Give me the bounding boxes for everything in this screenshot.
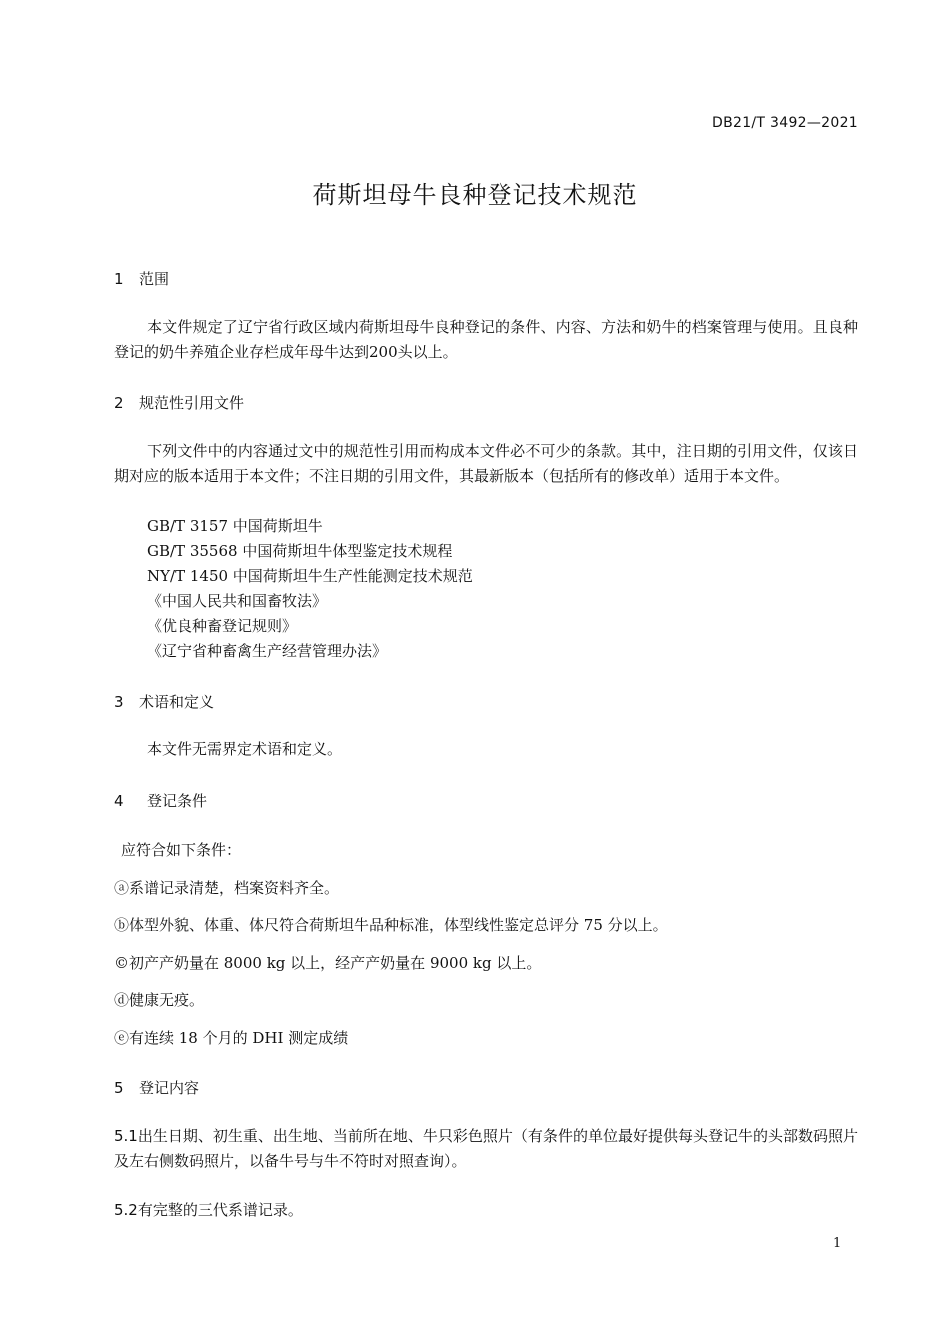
reference-item: NY/T 1450 中国荷斯坦牛生产性能测定技术规范 xyxy=(147,567,473,585)
reference-item: GB/T 3157 中国荷斯坦牛 xyxy=(147,517,323,535)
reference-item: 《辽宁省种畜禽生产经营管理办法》 xyxy=(147,642,388,660)
standard-code: DB21/T 3492—2021 xyxy=(712,115,858,131)
section-2-paragraph xyxy=(114,439,858,489)
section-number: 4 xyxy=(114,792,124,810)
section-3-heading xyxy=(114,691,214,712)
section-title: 登记条件 xyxy=(147,792,208,810)
condition-item: ©初产产奶量在 8000 kg 以上，经产产奶量在 9000 kg 以上。 xyxy=(114,954,542,972)
conditions-intro: 应符合如下条件： xyxy=(121,841,242,859)
section-number: 2 xyxy=(114,394,124,412)
section-4-heading xyxy=(114,790,207,811)
clause-5-1 xyxy=(114,1124,858,1174)
section-number: 5 xyxy=(114,1079,124,1097)
section-3-paragraph: 本文件无需界定术语和定义。 xyxy=(147,740,343,758)
clause-number: 5.2 xyxy=(114,1201,138,1219)
clause-5-2 xyxy=(114,1198,303,1222)
paragraph-text: 下列文件中的内容通过文中的规范性引用而构成本文件必不可少的条款。其中，注日期的引用文件，仅该日期对应的版本适用于本文件；不注日期的引用文件，其最新版本（包括所有的修改单）适用于本文件。 xyxy=(114,442,858,485)
section-1-heading xyxy=(114,268,169,289)
section-number: 3 xyxy=(114,693,124,711)
clause-text: 出生日期、初生重、出生地、当前所在地、牛只彩色照片（有条件的单位最好提供每头登记牛的头部数码照片及左右侧数码照片，以备牛号与牛不符时对照查询）。 xyxy=(114,1127,858,1170)
paragraph-text: 本文件规定了辽宁省行政区域内荷斯坦母牛良种登记的条件、内容、方法和奶牛的档案管理与使用。且良种登记的奶牛养殖企业存栏成年母牛达到200头以上。 xyxy=(114,318,858,361)
condition-item: ⓔ有连续 18 个月的 DHI 测定成绩 xyxy=(114,1029,349,1047)
clause-text: 有完整的三代系谱记录。 xyxy=(137,1201,303,1219)
section-title: 规范性引用文件 xyxy=(139,394,245,412)
document-title: 荷斯坦母牛良种登记技术规范 xyxy=(312,181,638,209)
clause-number: 5.1 xyxy=(114,1127,138,1145)
condition-item: ⓑ体型外貌、体重、体尺符合荷斯坦牛品种标准，体型线性鉴定总评分 75 分以上。 xyxy=(114,916,668,934)
condition-item: ⓓ健康无疫。 xyxy=(114,991,205,1009)
section-5-heading xyxy=(114,1077,199,1098)
section-title: 范围 xyxy=(139,270,170,288)
section-title: 登记内容 xyxy=(139,1079,200,1097)
condition-item: ⓐ系谱记录清楚，档案资料齐全。 xyxy=(114,879,340,897)
section-number: 1 xyxy=(114,270,124,288)
reference-item: GB/T 35568 中国荷斯坦牛体型鉴定技术规程 xyxy=(147,542,453,560)
section-title: 术语和定义 xyxy=(139,693,215,711)
section-1-paragraph xyxy=(114,315,858,365)
reference-item: 《优良种畜登记规则》 xyxy=(147,617,298,635)
page-number: 1 xyxy=(833,1236,842,1251)
reference-item: 《中国人民共和国畜牧法》 xyxy=(147,592,328,610)
section-2-heading xyxy=(114,392,244,413)
